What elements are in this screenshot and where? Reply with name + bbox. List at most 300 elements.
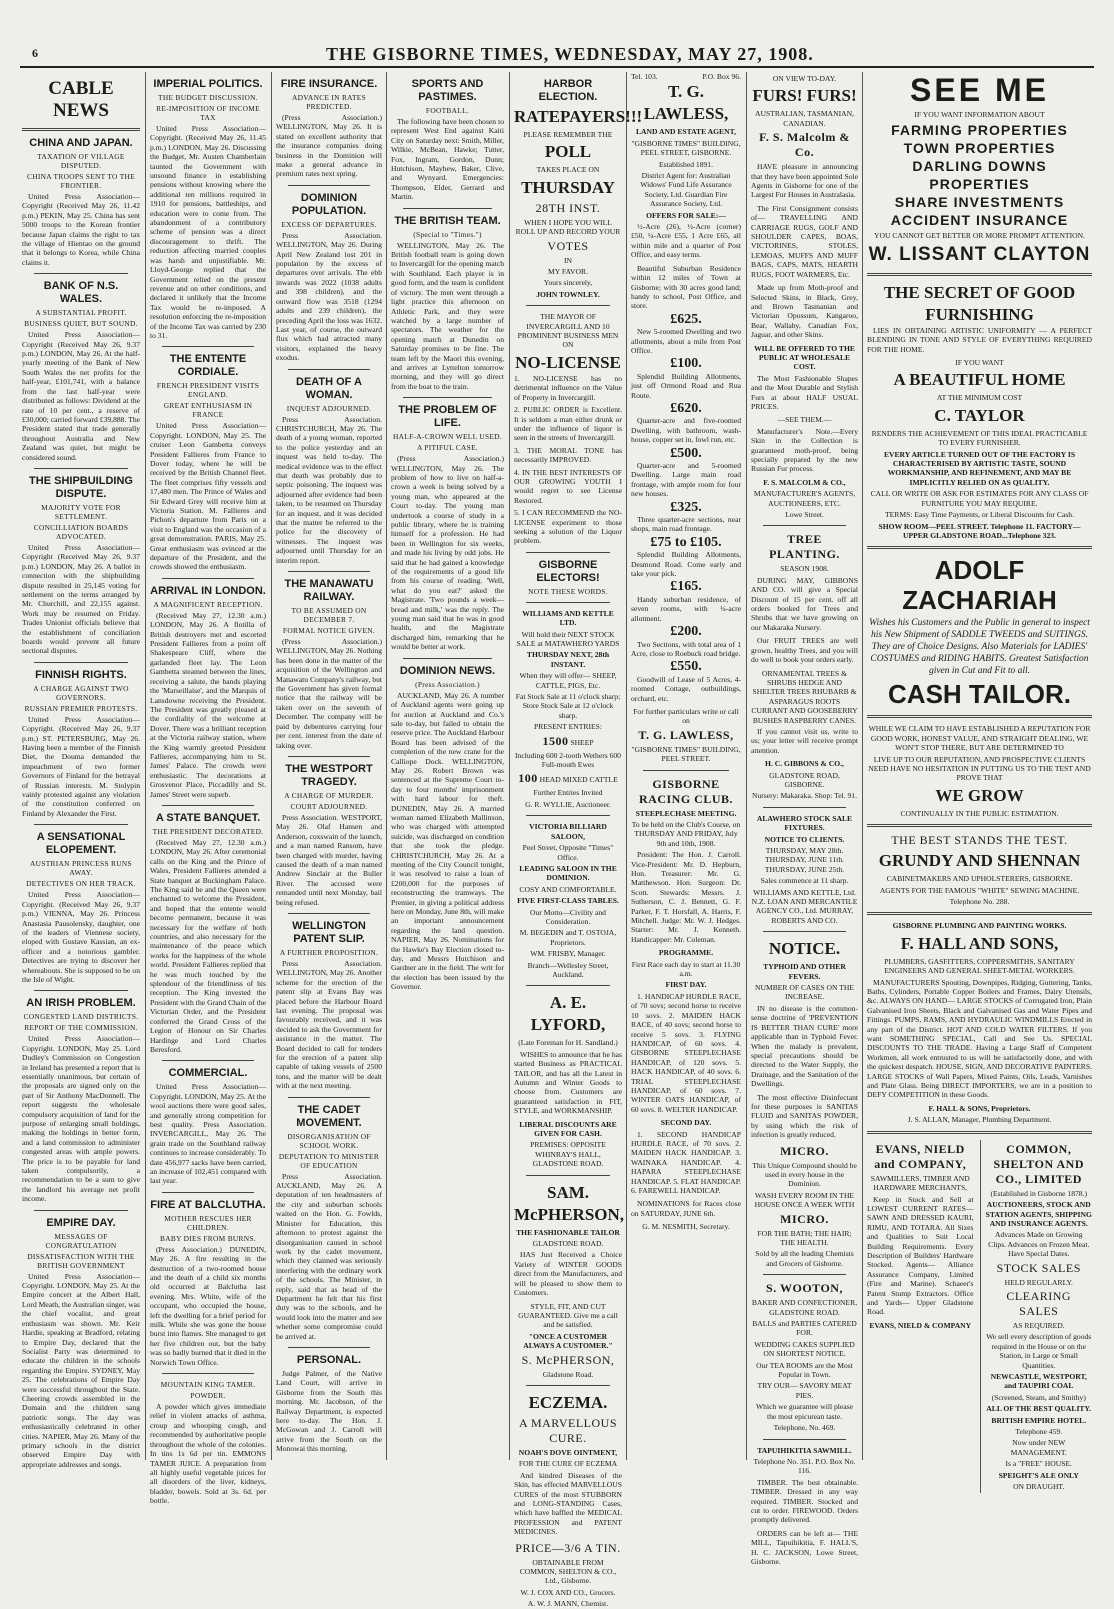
ad-line: For further particulars write or call on (633, 706, 739, 726)
article-subtitle: BABY DIES FROM BURNS. (160, 1233, 256, 1243)
ad-line: Sold by all the leading Chemists and Grocers of Gisborne. (755, 1249, 854, 1268)
ad-line: TYPHOID AND OTHER FEVERS. (763, 962, 846, 981)
ad-line: Gladstone Road. (542, 1369, 594, 1379)
service-item: FARMING PROPERTIES (891, 122, 1068, 139)
divider (288, 913, 370, 914)
article-text: United Press Association—Copyright (Received May 26, 11.42 p.m.) PEKIN, May 25. China has sent 5000 troops to the Korean frontier because Japan claims the right to tax the village of Hientao on the ground that it belongs to Korea, while China claims it. (22, 192, 140, 267)
ad-title: GISBORNE PLUMBING AND PAINTING WORKS. (892, 921, 1067, 931)
ad-title: F. HALL AND SONS, (900, 933, 1059, 953)
ad-line: FIRST DAY. (665, 980, 707, 990)
ad-line: ALL OF THE BEST QUALITY. (986, 1404, 1092, 1414)
service-item: ACCIDENT INSURANCE (890, 212, 1069, 229)
property-price: £620. (670, 400, 702, 416)
ad-text: Wishes his Customers and the Public in general to inspect his New Shipment of SADDLE TWEEDS and SUITINGS. They are of Choice Designs. Also Materials for LADIES' COSTUMES and RIDING HABITS. Greatest Satisfaction given in Cut and Fit to all. (869, 618, 1090, 677)
divider (867, 824, 1092, 827)
ad-line: When they will offer— SHEEP, CATTLE, PIGS, Etc. (519, 671, 617, 690)
ad-line: VOTES (547, 238, 589, 253)
ad-line: M. BEGEDIN and T. OSTOJA, Proprietors. (519, 928, 617, 947)
divider (162, 578, 254, 579)
article-title: FIRE AT BALCLUTHA. (150, 1198, 266, 1211)
article-text: (Received May 27, 12.30 a.m.) LONDON, May 26. After ceremonial calls on the King and the Prince of Wales, President Fallieres attended a State banquet at Buckingham Palace. The King said he and the Queen were enchanted to welcome the President, and hoped that the entente would become permanent, because it was necessary for the welfare of both countries, and also necessary for the maintenance of the peace which works for the happiness of the whole world. President Fallieres replied that he was much touched by the splendour of the friendliness of his reception. The King invested the President with the Grand Chain of the Victorian Order, and the President conferred the Grand Cross of the Legion of Honour on Sir Charles Hardinge and Lord Charles Beresford. (150, 837, 266, 1054)
article-title: ARRIVAL IN LONDON. (150, 584, 266, 597)
divider (867, 546, 1092, 549)
divider (867, 1131, 1092, 1134)
divider (763, 931, 846, 932)
ad-line: Branch—Wellesley Street, Auckland. (527, 960, 609, 979)
ad-text: The most effective Disinfectant for these purposes is SANITAS FLUID and SANITAS POWDER, by using which the risk of infection is greatly reduced. (751, 1092, 858, 1140)
article-title: DEATH OF A WOMAN. (296, 375, 362, 401)
divider (162, 1192, 254, 1193)
ad-line: YOU CANNOT GET BETTER OR MORE PROMPT ATTENTION. (874, 231, 1085, 241)
article-title: THE CADET MOVEMENT. (296, 1103, 362, 1129)
ad-line: WHEN I HOPE YOU WILL ROLL UP AND RECORD YOUR (515, 217, 621, 237)
divider (288, 369, 370, 370)
article-title: A SENSATIONAL ELOPEMENT. (36, 831, 126, 857)
ad-signature: H. C. GIBBONS & CO., (765, 759, 844, 769)
masthead (20, 44, 1094, 64)
ad-line: We sell every description of goods required in the House or on the Station, in Large or Small Quantities. (986, 1332, 1092, 1370)
article-text: The following have been chosen to represent West End against Kaiti City on Saturday next: Smith, Miller, Wilkie, McBean, Hawke; Tutter, Fox, Ingram, Gordon, Dunn; Hutchison, Mayhew, Baker, Clive, and Wynyard. Emergencies: Thompson, Elder, Gerrard and Martin. (391, 117, 504, 202)
ad-line: J. S. ALLAN, Manager, Plumbing Department. (907, 1115, 1052, 1125)
divider (526, 1175, 610, 1176)
ad-text: Made up from Moth-proof and Selected Skins, in Black, Grey, and Brown Tasmanian and Victorian Opossum, Kangaroo, Bear, Wallaby, Canadian Fox, Jaguar, and other Skins. (751, 283, 858, 340)
article-subtitle: FORMAL NOTICE GIVEN. (282, 626, 376, 636)
ad-line: "GISBORNE TIMES" BUILDING, PEEL STREET. (631, 744, 741, 764)
ad-banner: NO-LICENSE (515, 352, 621, 372)
ad-text: WISHES to announce that he has started Business as PRACTICAL TAILOR, and has all the Latest in Autumn and Winter Goods to choose from. Customers are guaranteed satisfaction in FIT, STYLE, and WORKMANSHIP. (514, 1049, 622, 1116)
article-title: FINNISH RIGHTS. (35, 668, 127, 681)
ad-line: MY FAVOR. (548, 267, 588, 277)
ad-line: CABINETMAKERS AND UPHOLSTERERS, GISBORNE. (886, 874, 1073, 884)
column-election-ads (514, 72, 643, 1609)
ad-line: Our TEA ROOMS are the Most Popular in Town. (756, 1360, 853, 1380)
divider (526, 815, 610, 816)
article-subtitle: A SUBSTANTIAL PROFIT. (35, 308, 127, 318)
property-description: Splendid Building Allotments, Desmond Road. Come early and take your pick. (631, 550, 741, 579)
ad-text: If you cannot visit us, write to us; your letter will receive prompt attention. (751, 726, 858, 755)
article-title: EMPIRE DAY. (46, 1216, 116, 1229)
column-rule (386, 72, 387, 1460)
divider (403, 397, 492, 398)
ad-line: TRY OUR— SAVORY MEAT PIES. (757, 1381, 852, 1400)
ad-signature: G. M. NESMITH, Secretary. (642, 1222, 730, 1232)
ad-line: Lowe Street. (785, 510, 824, 520)
column-politics (150, 72, 267, 1506)
ad-text: DURING MAY, GIBBONS AND CO. will give a Special Discount of 15 per cent. off all orders booked for Trees and Shrubs that we have growing on our Makaraka Nursery. (751, 575, 858, 632)
article-subtitle: MAJORITY VOTE FOR SETTLEMENT. (41, 502, 121, 521)
column-rule (271, 72, 272, 1460)
column-rule (509, 72, 510, 1460)
property-description: ½-Acre (26), ½-Acre (corner) £50, ¼-Acre £55, 1 Acre £65, all within mile and a quarter of Post Office, and easy terms. (631, 222, 741, 260)
divider (526, 552, 610, 553)
article-subtitle: INQUEST ADJOURNED. (286, 403, 372, 413)
divider (162, 805, 254, 806)
ad-line: Nursery: Makaraka. Shop: Tel. 91. (752, 791, 857, 801)
article-subtitle: FOOTBALL. (425, 106, 470, 115)
divider (34, 824, 128, 825)
ad-line: AUCTIONEERS, STOCK AND STATION AGENTS, SHIPPING AND INSURANCE AGENTS. (985, 1200, 1092, 1228)
ad-signature: G. R. WYLLIE, Auctioneer. (525, 799, 611, 809)
ad-line: A. W. J. MANN, Chemist. (527, 1599, 609, 1609)
ad-line: "ONCE A CUSTOMER ALWAYS A CUSTOMER." (523, 1331, 613, 1351)
article-title: AN IRISH PROBLEM. (26, 997, 136, 1010)
ad-title: GISBORNE RACING CLUB. (638, 776, 733, 806)
article-subtitle: A PITIFUL CASE. (416, 443, 479, 453)
article-subtitle: DETECTIVES ON HER TRACK. (26, 879, 136, 889)
divider (34, 273, 128, 274)
ad-title: MOUNTAIN KING TAMER. (160, 1380, 256, 1390)
ad-line: RENDERS THE ACHIEVEMENT OF THIS IDEAL PRACTICABLE TO EVERY FURNISHER. (871, 428, 1088, 448)
article-title: PERSONAL. (296, 1353, 362, 1366)
ad-line: CLEARING SALES (1006, 1288, 1072, 1318)
article-title: CHINA AND JAPAN. (29, 137, 133, 149)
ad-text: HAVE pleasure in announcing that they have been appointed Sole Agents in Gisborne for one of the Largest Fur Houses in Australasia. (751, 162, 858, 200)
divider (288, 756, 370, 757)
article-text: United Press Association—Copyright. LONDON, May 25. At the Empire concert at the Albert Hall, Lord Meath, the Australian singer, was the chief vocalist, and great enthusiasm was shown. Mr. Keir Hardie, speaking at Bradford, relating to Empire Day, declared that the Socialist Party was determined to educate the children in the schools regarding the Empire. SYDNEY, May 25. The celebrations of Empire Day were successful throughout the State. Cheering crowds assembled in the Domain and the children sang patriotic songs. The day was enthusiastically celebrated in other cities. NAPIER, May 26. Many of the primary schools in the district observed Empire Day with appropriate addresses and songs. (22, 1271, 141, 1469)
article-subtitle: CONGESTED LAND DISTRICTS. (23, 1012, 139, 1022)
ad-line: FOR THE CURE OF ECZEMA (518, 1459, 618, 1469)
ad-line: NEWCASTLE, WESTPORT, and TAUPIRI COAL (990, 1371, 1087, 1391)
ad-line: (Late Foreman for H. Sandland.) (518, 1038, 618, 1048)
ad-text: LIES IN OBTAINING ARTISTIC UNIFORMITY — A PERFECT BLENDING IN TONE AND STYLE OF EVERYTHING REQUIRED FOR THE HOME. (867, 325, 1092, 354)
divider (34, 468, 128, 469)
article-subtitle: EXCESS OF DEPARTURES. (281, 219, 377, 229)
ad-headline: CASH TAILOR. (888, 679, 1071, 710)
article-text: United Press Association—Copyright. LONDON, May 25. The cruiser Leon Gambetta conveys President Fallieres from France to Dover today, where he will be received by the British Channel fleet. The fleet comprises fifty vessels and 17,480 men. The Prince of Wales and Sir Edward Grey will receive him at Victoria Station. M. Fallieres and Pichon's departure from Paris on a visit to England was the occasion of a great demonstration. PARIS, May 25. Great enthusiasm was evinced at the departure of the President, and the crowds showed the enthusiasm. (150, 421, 266, 572)
ad-headline: ADOLF ZACHARIAH (902, 555, 1057, 616)
ad-count: 100 (518, 771, 538, 786)
divider (162, 1060, 254, 1061)
divider (526, 985, 610, 986)
ad-line: IN (563, 255, 572, 265)
common-shelton-ad (980, 1140, 1093, 1494)
ad-text: Manufacturer's Note.—Every Skin in the Collection is guaranteed moth-proof, being specially prepared by the new Russian Fur process. (751, 426, 858, 474)
article-text: (Press Association.) WELLINGTON, May 26. The problem of how to live on half-a-crown a week is being solved by a young man, who appeared at the Court to-day. The young man undertook a course of study in a public library, where he is training himself for a profession. He had been in Wellington for six weeks, and made his living by odd jobs. He said that he had gained a knowledge of the requirements of a good life from his course of reading. 'Well, what do you eat?' asked the Magistrate. 'Two pounds a week—bread and milk,' was the reply. The young man said that he was in good health, and the Magistrate discharged him, remarking that he would be better at work. (391, 454, 504, 652)
evans-nield-ad (867, 1140, 974, 1494)
ad-line: Further Entries Invited (533, 788, 603, 798)
ad-line: FOR THE BATH; THE HAIR; THE HEALTH. (757, 1228, 852, 1247)
ad-line: THE BEST STANDS THE TEST. (891, 833, 1068, 848)
divider (867, 273, 1092, 276)
article-text: United Press Association—Copyright (Received May 26, 9.37 p.m.) LONDON, May 26. A ballot in connection with the shipbuilding dispute resulted in 25,145 voting for settlement on the terms arranged by Mr. Churchill, and 22,155 against. Work may be resumed on Friday. Trades Unionist officials believe that the establishment of conciliation boards would prevent all future sectional disputes. (22, 542, 140, 656)
ad-line: THURSDAY NEXT, 28th INSTANT. (526, 650, 610, 669)
property-description: Handy suburban residence, of seven rooms, with ¼-acre allotment. (631, 594, 741, 623)
newspaper-title: THE GISBORNE TIMES, WEDNESDAY, MAY 27, 1908. (326, 44, 814, 64)
article-text: Press Association. WELLINGTON, May 26. Another scheme for the erection of the patent slip at Evans Bay was placed before the Harbour Board last evening. The proposal was favourably received, and it was decided to ask the Government for assistance in the matter. The Board decided to call for tenders for the erection of a patent slip capable of taking vessels of 2500 tons, and the matter will be dealt with at the next meeting. (276, 958, 382, 1091)
ad-text: Our FRUIT TREES are well grown, healthy Trees, and you will do well to book your orders early. (751, 636, 858, 665)
property-price: £500. (670, 445, 702, 461)
ad-text: MANUFACTURERS Spouting, Downpipes, Ridging, Guttering, Tanks, Baths, Cylinders, Portable Copper Boilers and Frames, Dairy Utensils, &c. ALWAYS ON HAND— LARGE STOCKS of Corrugated Iron, Plain Galvanised Iron Sheets, Black and Galvanised Gas and Water Pipes and Fittings. PUMPS, RAMS, AND HYDRAULIC WINDMILLS Erected in any part of the District. HOT AND COLD WATER FILTERS. If you want SOMETHING SPECIAL, Call and See Us. SPECIAL DISCOUNTS TO THE TRADE. Having a Large Staff of Competent Workmen, all work entrusted to us will be satisfactorily done, and with the quickest despatch. HOUSE, SIGN, AND DECORATIVE PAINTERS. LARGE STOCKS of Wall Papers, Mixed Paints, Oils, Leads, Varnishes and Plate Glass. Being DIRECT IMPORTERS, we are in a position to DEFY COMPETITION in these Goods. (867, 977, 1092, 1100)
property-price: £325. (670, 499, 702, 515)
article-subtitle: HALF-A-CROWN WELL USED. (393, 432, 502, 442)
article-subtitle: THE BUDGET DISCUSSION. (158, 93, 258, 102)
ad-title: A BEAUTIFUL HOME (893, 370, 1066, 390)
property-list (631, 222, 741, 703)
column-rule (626, 72, 627, 1460)
divider (867, 715, 1092, 718)
ad-line: To be held on the Club's Course, on THURSDAY AND FRIDAY, July 9th and 10th, 1908. (631, 819, 741, 848)
column-land-agent (631, 72, 741, 1460)
ad-line: A MARVELLOUS CURE. (518, 1415, 618, 1445)
ad-line: MANUFACTURER'S AGENTS, AUCTIONEERS, ETC. (753, 489, 856, 508)
ad-subtitle: POWDER. (190, 1391, 226, 1401)
ad-title: TAPUIHIKITIA SAWMILL. (757, 1445, 852, 1455)
ad-title: FURS! FURS! (752, 86, 857, 106)
ad-line: HEAD MIXED CATTLE (539, 775, 618, 785)
property-price: £165. (670, 579, 702, 595)
column-furs (751, 72, 858, 1566)
ad-line: PLEASE REMEMBER THE (523, 130, 613, 139)
column-sports (391, 72, 504, 1460)
ad-title: ECZEMA. (528, 1392, 608, 1412)
ad-line: 2. PUBLIC ORDER is Excellent. It is seldom a man either drunk or under the influence of liquor is seen in the streets of Invercargill. (514, 405, 622, 443)
column-insurance (276, 72, 382, 1460)
ad-title: SAM. McPHERSON, (514, 1182, 625, 1224)
ad-signature: C. TAYLOR (934, 405, 1025, 425)
article-subtitle: A CHARGE OF MURDER. (284, 790, 374, 800)
ad-title: GISBORNE ELECTORS! (536, 558, 600, 584)
ad-text: Keep in Stock and Sell at LOWEST CURRENT RATES— SAWN AND DRESSED KAURI, RIMU, AND TOTARA. All Sizes and Qualities to Suit Local Building Requirements. Every Description of Builders' Hardware Stocked. Agents— Alliance Assurance Company, Limited (Fire and Marine). Schaeer's Patent Stump Extractors. Office and Yards— Upper Gladstone Road. (867, 1194, 974, 1317)
divider (763, 1439, 846, 1440)
ad-line: SEASON 1908. (780, 564, 829, 574)
page-number: 6 (32, 46, 39, 60)
divider (288, 1097, 370, 1098)
article-subtitle: FRENCH PRESIDENT VISITS ENGLAND. (156, 381, 260, 400)
ad-line: STEEPLECHASE MEETING. (635, 808, 737, 818)
ad-text: ORDERS can be left at— THE MILL, Tapuihikitia, F. HALL'S, H. C. JACKSON, Lowe Street, Gisborne. (751, 1528, 858, 1566)
ad-line: STOCK SALES (996, 1260, 1081, 1275)
article-text: United Press Association—Copyright (Received May 26, 9.37 p.m.) LONDON, May 26. At the half-yearly meeting of the Bank of New South Wales the net profits for the half-year, £101,741, with a balance from the last half-year were distributed as follows: Dividend at the rate of 10 per cent., a reserve of £30,000; carried forward £39,888. The President stated that trade generally throughout Australia and New Zealand was quiet, but might be considered sound. (22, 330, 140, 462)
ad-text: LIVE UP TO OUR REPUTATION, AND PROSPECTIVE CLIENTS NEED HAVE NO HESITATION IN PUTTING US TO THE TEST AND PROVE THAT (868, 754, 1091, 783)
divider (162, 346, 254, 347)
bottom-ads (867, 1140, 1092, 1494)
ad-line: NOAH'S DOVE OINTMENT, (518, 1447, 618, 1457)
service-list (867, 121, 1092, 229)
ad-line: Including 600 2-tooth Wethers 600 Full-mouth Ewes (515, 750, 621, 770)
column-rule (746, 72, 747, 1460)
ad-line: WASH EVERY ROOM IN THE HOUSE ONCE A WEEK WITH (754, 1190, 855, 1210)
ad-banner: THURSDAY (521, 177, 615, 197)
masthead-rule (20, 66, 1094, 68)
article-title: DOMINION POPULATION. (291, 191, 367, 217)
ad-line: (Screened, Steam, and Smithy) (991, 1392, 1086, 1402)
ad-title: THE SECRET OF GOOD FURNISHING (883, 282, 1076, 324)
divider (34, 662, 128, 663)
ad-line: THURSDAY, MAY 28th. THURSDAY, JUNE 11th. THURSDAY, JUNE 25th. (764, 846, 845, 874)
property-description: Three quarter-acre sections, near shops, main road frontage. (631, 515, 741, 534)
ad-line: AS REQUIRED. (1012, 1320, 1065, 1330)
ad-title: EVANS, NIELD and COMPANY, (874, 1141, 967, 1171)
ad-line: SHOW ROOM—PEEL STREET. Telephone 11. FACTORY—UPPER GLADSTONE ROAD...Telephone 323. (878, 521, 1081, 540)
service-item: SHARE INVESTMENTS (894, 194, 1065, 211)
property-price: £200. (670, 624, 702, 640)
ad-line: WILLIAMS AND KETTLE, Ltd. N.Z. LOAN AND MERCANTILE AGENCY CO., Ltd. MURRAY, ROBERTS AND CO. (751, 887, 858, 925)
ad-line: First Race each day to start at 11.30 a.m. (631, 959, 741, 979)
ad-line: Now under NEW MANAGEMENT. (1010, 1438, 1067, 1457)
article-text: Press Association. WELLINGTON, May 26. During April New Zealand lost 201 in population by the excess of departures over arrivals. The ebb inwards was 2022 (1038 adults and 398 children), and the outward flow was 3518 (1294 adults and 239 children), the preceding April the loss was 1632. Last year, of course, the outward flux which had attracted many visitors, explained the heavy exodus. (276, 230, 382, 363)
article-subtitle: THE PRESIDENT DECORATED. (152, 826, 264, 836)
ad-signature: S. McPHERSON, (521, 1352, 615, 1367)
property-description: Splendid Building Allotments, just off Ormond Road and Rua Route. (631, 371, 741, 400)
ad-line: NUMBER OF CASES ON THE INCREASE. (754, 983, 854, 1002)
article-subtitle: TAXATION OF VILLAGE DISPUTED. (37, 152, 125, 170)
ad-title: COMMON, SHELTON AND CO., LIMITED (993, 1141, 1085, 1186)
ad-line: COSY AND COMFORTABLE. (519, 884, 617, 894)
divider (22, 128, 140, 131)
ad-line: EVERY ARTICLE TURNED OUT OF THE FACTORY IS CHARACTERISED BY ARTISTIC TASTE, SOUND WORKMANSHIP, AND REFINEMENT, AND MAY BE IMPLICITLY RELIED ON AS QUALITY. (883, 449, 1076, 487)
article-subtitle: REPORT OF THE COMMISSION. (24, 1023, 138, 1033)
ad-line: 3. THE MORAL TONE has necessarily IMPROVED. (514, 445, 622, 465)
ad-line: 28TH INST. (535, 200, 601, 215)
ad-title: HARBOR ELECTION. (538, 78, 598, 103)
ad-line: THE FASHIONABLE TAILOR (516, 1227, 620, 1237)
divider (403, 658, 492, 659)
article-title: THE MANAWATU RAILWAY. (284, 578, 374, 604)
ad-line: LAND AND ESTATE AGENT, (635, 127, 736, 137)
article-text: Press Association. AUCKLAND, May 26. A deputation of ten headmasters of the city and suburban schools waited on the Hon. G. Fowlds, Minister for Education, this afternoon to protest against the disorganisation caused in school work by the cadet movement, which they claimed was seriously interfering with the ordinary work of the schools. The Minister, in reply, said that as head of the Department he felt that his first duty was to the schools, and he would look into the matter and see whether some compromise could be arrived at. (276, 1171, 382, 1341)
ad-line: 1. NO-LICENSE has no detrimental influence on the Value of Property in Invercargill. (514, 373, 622, 402)
ad-signature: F. HALL & SONS, Proprietors. (928, 1103, 1031, 1113)
ad-line: PROGRAMME. (658, 948, 714, 958)
ad-text: 1. SECOND HANDICAP HURDLE RACE, of 70 sovs. 2. MAIDEN HACK HANDICAP. 3. WAINAKA HANDICAP. 4. HAPARA STEEPLECHASE HANDICAP. 5. FLAT HANDICAP. 6. FAREWELL HANDICAP. (631, 1129, 741, 1195)
ad-line: THE MAYOR OF INVERCARGILL AND 10 PROMINENT BUSINESS MEN ON (517, 312, 619, 350)
ad-line: Advances Made on Growing Clips. Advances on Frozen Meat. Have Special Dates. (988, 1230, 1090, 1259)
property-description: New 5-roomed Dwelling and two allotments, about a mile from Post Office. (631, 327, 741, 355)
ad-signature: EVANS, NIELD & COMPANY (869, 1320, 972, 1330)
ad-line: Telephone, No. 469. (773, 1423, 836, 1433)
article-subtitle: AUSTRIAN PRINCESS RUNS AWAY. (30, 859, 132, 878)
article-subtitle: RE-IMPOSITION OF INCOME TAX (156, 104, 260, 122)
article-subtitle: RUSSIAN PREMIER PROTESTS. (24, 703, 138, 713)
column-rule (862, 72, 863, 1460)
ad-line: GLADSTONE ROAD, GISBORNE. (769, 770, 840, 789)
ad-signature: F. S. MALCOLM & CO., (763, 477, 846, 487)
ad-count: 1500 (542, 733, 569, 748)
ad-line: LIBERAL DISCOUNTS ARE GIVEN FOR CASH. (519, 1119, 617, 1139)
ad-text: WHILE WE CLAIM TO HAVE ESTABLISHED A REPUTATION FOR GOOD WORK, HONEST VALUE, AND STRAIGHT DEALING, WE WON'T STOP THERE, BUT ARE DETERMINED TO (868, 724, 1091, 753)
ad-text: NOMINATIONS for Races close on SATURDAY, JUNE 6th. (631, 1199, 741, 1218)
ad-line: IF YOU WANT INFORMATION ABOUT (914, 110, 1045, 119)
article-subtitle: ADVANCE IN RATES PREDICTED. (291, 93, 367, 111)
divider (763, 1274, 846, 1275)
article-title: THE SHIPBUILDING DISPUTE. (29, 474, 133, 500)
ad-subtitle: NOTE THESE WORDS. (528, 586, 608, 596)
divider (867, 912, 1092, 915)
article-subtitle: DEPUTATION TO MINISTER OF EDUCATION (278, 1151, 380, 1170)
ad-line: AUSTRALIAN, TASMANIAN, CANADIAN. (754, 109, 855, 128)
ad-line: ON DRAUGHT. (1013, 1482, 1065, 1492)
section-heading: CABLE NEWS (48, 78, 114, 121)
property-price: £75 to £105. (650, 534, 722, 550)
ad-banner: MICRO. (780, 1211, 829, 1226)
ad-line: FIVE FIRST-CLASS TABLES. (517, 896, 619, 906)
ad-signature: W. LISSANT CLAYTON (868, 243, 1091, 265)
ad-line: W. J. COX AND CO., Grocers. (520, 1587, 616, 1597)
article-subtitle: DISSATISFACTION WITH THE BRITISH GOVERNMENT (27, 1251, 135, 1270)
ad-banner: POLL (544, 142, 592, 162)
telephone: Tel. 103. (631, 72, 658, 81)
ad-line: "GISBORNE TIMES" BUILDING, PEEL STREET, GISBORNE. (631, 138, 741, 158)
article-subtitle: A MAGNIFICENT RECEPTION. (153, 599, 263, 609)
ad-title: TREE PLANTING. (769, 532, 840, 562)
article-text: (Press Association.) WELLINGTON, May 26. Nothing has been done in the matter of the acquisition of the Wellington and Manawatu Company's railway, but the Government has given formal notice that the railway will be taken over on the seventh of December. The company will be paid by debentures carrying four per cent. interest from the date of taking over. (276, 637, 382, 750)
article-text: Press Association. WESTPORT, May 26. Olaf Hansen and Anderson, coxswain of the launch, and a man named Ransom, have been charged with murder, having caused the death of a man named Andrew Sinclair at the Buller River. The accused were remanded until next Monday, bail being refused. (276, 812, 382, 907)
divider (403, 208, 492, 209)
article-text: AUCKLAND, May 26. A number of Auckland agents were going up for auction at Auckland and Co.'s sale to-day, but failed to obtain the reserve price. The Auckland Harbour Board has been advised of the completion of the new crane for the Calliope Dock. WELLINGTON, May 26. Robert Brown was sentenced at the Supreme Court to-day to four months' imprisonment with hard labour for theft. DUNEDIN, May 26. A married woman named Elizabeth Mallinson, who was charged with attempted suicide, was discharged on condition that she took the pledge. CHRISTCHURCH, May 26. At a meeting of the City Council tonight, it was resolved to raise a loan of £200,000 for the purposes of reconstructing the tramways. The Premier, in giving a political address here on Monday, June 8th, will make an important announcement regarding the land question. NAPIER, May 26. Nominations for the Hawke's Bay Election closed to-day, and Messrs Hutchison and Gardner are in the field. The writ for the election has been issued by the Governor. (391, 690, 504, 992)
ad-line: Established 1891. (659, 159, 713, 169)
ad-title: T. G. LAWLESS, (643, 82, 729, 124)
ad-line: HELD REGULARLY. (1004, 1277, 1073, 1287)
article-title: THE ENTENTE CORDIALE. (169, 353, 247, 379)
property-description: Beautiful Suburban Residence within 12 miles of Town at Gisborne; with 30 acres good land; handy to school, Post Office, and store. (631, 263, 741, 311)
ad-line: Yours sincerely, (543, 278, 593, 288)
divider (763, 807, 846, 808)
ad-line: ORNAMENTAL TREES & SHRUBS HEDGE AND SHELTER TREES RHUBARB & ASPARAGUS ROOTS CURRANT AND GOOSEBERRY BUSHES RASPBERRY CANES. (751, 668, 858, 725)
property-price: £625. (670, 311, 702, 327)
ad-title: NOTICE. (768, 939, 841, 959)
article-title: BANK OF N.S. WALES. (43, 280, 119, 306)
article-title: COMMERCIAL. (168, 1067, 248, 1080)
article-title: A STATE BANQUET. (155, 811, 261, 824)
article-subtitle: TO BE ASSUMED ON DECEMBER 7. (291, 606, 367, 625)
ad-line: PLUMBERS, GASFITTERS, COPPERSMITHS, SANITARY ENGINEERS AND GENERAL SHEET-METAL WORKERS. (884, 956, 1075, 976)
article-title: THE BRITISH TEAM. (394, 214, 501, 227)
ad-text: HAS Just Received a Choice Variety of WINTER GOODS direct from the Manufacturers, and will be pleased to show them to Customers. (514, 1250, 622, 1298)
ad-title: VICTORIA BILLIARD SALOON, (529, 822, 607, 841)
divider (526, 1385, 610, 1386)
property-description: Quarter-acre and five-roomed Dwelling, with bathroom, wash-house, copper set in, fowl run, etc. (631, 416, 741, 445)
ad-line: OFFERS FOR SALE:— (646, 210, 726, 220)
ad-title: WILLIAMS AND KETTLE LTD. (522, 608, 614, 628)
article-subtitle: (Special to "Times.") (413, 229, 482, 239)
ad-title: F. S. Malcolm & Co. (759, 130, 850, 160)
ad-banner: MICRO. (780, 1143, 829, 1158)
article-subtitle: MOTHER RESCUES HER CHILDREN. (164, 1213, 252, 1232)
service-item: DARLING DOWNS PROPERTIES (912, 158, 1047, 193)
article-subtitle: GREAT ENTHUSIASM IN FRANCE (163, 401, 253, 420)
ad-line: Is a "FREE" HOUSE. (1005, 1459, 1073, 1469)
ad-line: Our Motto—Civility and Consideration. (530, 907, 606, 926)
property-price: £100. (670, 356, 702, 372)
divider (526, 602, 610, 603)
ad-line: Telephone No. 288. (949, 896, 1010, 906)
ad-line: SAWMILLERS, TIMBER AND HARDWARE MERCHANTS, (870, 1173, 970, 1193)
ad-line: TERMS: Easy Time Payments, or Liberal Discounts for Cash. (885, 510, 1074, 520)
article-text: (Press Association.) DUNEDIN, May 26. A fire resulting in the destruction of a two-roomed house and the death of a child six months old occurred at Balclutha last evening. Mrs. White, wife of the occupant, who occupied the house, left the dwelling for a brief period for milk. While she was gone the house burst into flames. She managed to get her five children out, but the baby was so badly burned that it died in the Norwich Town Office. (150, 1244, 266, 1367)
ad-title: A. E. LYFORD, (530, 993, 606, 1035)
ad-line: AGENTS FOR THE FAMOUS "WHITE" SEWING MACHINE. (879, 885, 1080, 895)
ad-line: BALLS and PARTIES CATERED FOR. (752, 1319, 857, 1338)
article-subtitle: A CHARGE AGAINST TWO GOVERNORS. (33, 683, 129, 702)
ad-line: ON VIEW TO-DAY. (772, 74, 837, 83)
ad-line: TAKES PLACE ON (536, 165, 600, 175)
ad-line: —SEE THEM.— (777, 415, 832, 425)
ad-text: TIMBER. The best obtainable. TIMBER. Dressed in any way required. TIMBER. Stocked and cut to order. FIREWOOD. Orders promptly delivered. (751, 1477, 858, 1525)
article-subtitle: BUSINESS QUIET, BUT SOUND. (24, 319, 138, 329)
column-rule (145, 72, 146, 1460)
article-subtitle: COURT ADJOURNED. (290, 801, 368, 811)
ad-banner: WE GROW (935, 785, 1024, 805)
ad-line: WM. FRISBY, Manager. (530, 949, 606, 959)
ad-headline: SEE ME (910, 72, 1049, 108)
ad-line: WILL BE OFFERED TO THE PUBLIC AT WHOLESALE COST. (754, 343, 855, 372)
ad-signature: T. G. LAWLESS, (638, 727, 734, 742)
ad-line: Peel Street, Opposite "Times" Office. (522, 843, 614, 862)
ad-line: This Unique Compound should be used in every house in the Dominion. (752, 1160, 857, 1189)
article-text: United Press Association—Copyright. (Received May 26, 9.37 p.m.) VIENNA, May 26. Princess Anastasia Pausolensky, daughter, one of the leaders of Viennese society, eloped with Gustave Kassian, an ex-officer and a notorious gambler. Detectives are trying to discover her whereabouts. She is supposed to be on the Isle of Wight. (22, 890, 140, 984)
ad-text: 1. HANDICAP HURDLE RACE, of 70 sovs; second horse to receive 10 sovs. 2. MAIDEN HACK RACE, of 40 sovs; second horse to receive 5 sovs. 3. FLYING HANDICAP, of 60 sovs. 4. GISBORNE STEEPLECHASE HANDICAP, of 120 sovs. 5. HACK HANDICAP, of 40 sovs. 6. TRIAL STEEPLECHASE HANDICAP, of 60 sovs. 7. WINTER OATS HANDICAP, of 60 sovs. 8. WELTER HANDICAP. (631, 991, 741, 1114)
ad-line: 4. IN THE BEST INTERESTS OF OUR GROWING YOUTH I would regret to see License Restored. (514, 467, 622, 505)
